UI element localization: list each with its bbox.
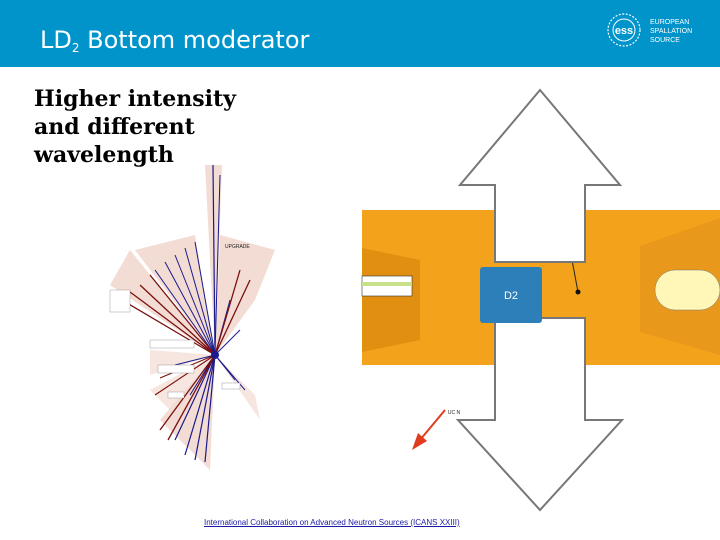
slide-subtitle: Higher intensity and different wavelength bbox=[34, 86, 236, 168]
ucn-arrow bbox=[412, 410, 460, 450]
svg-text:SOURCE: SOURCE bbox=[650, 37, 680, 44]
title-subscript: 2 bbox=[71, 41, 80, 55]
title-main: LD bbox=[40, 26, 72, 54]
moderator-label: D2 bbox=[503, 290, 519, 302]
svg-text:ess: ess bbox=[614, 25, 634, 37]
svg-text:SPALLATION: SPALLATION bbox=[650, 28, 693, 35]
svg-text:EUROPEAN: EUROPEAN bbox=[650, 19, 690, 26]
beamline-fan bbox=[110, 165, 275, 470]
title-rest: Bottom moderator bbox=[79, 26, 310, 54]
upgrade-label: UPGRADE bbox=[225, 244, 250, 250]
ucn-label: UC N bbox=[447, 410, 461, 416]
icans-link[interactable]: International Collaboration on Advanced Neutron Sources (ICANS XXIII) bbox=[204, 518, 460, 527]
